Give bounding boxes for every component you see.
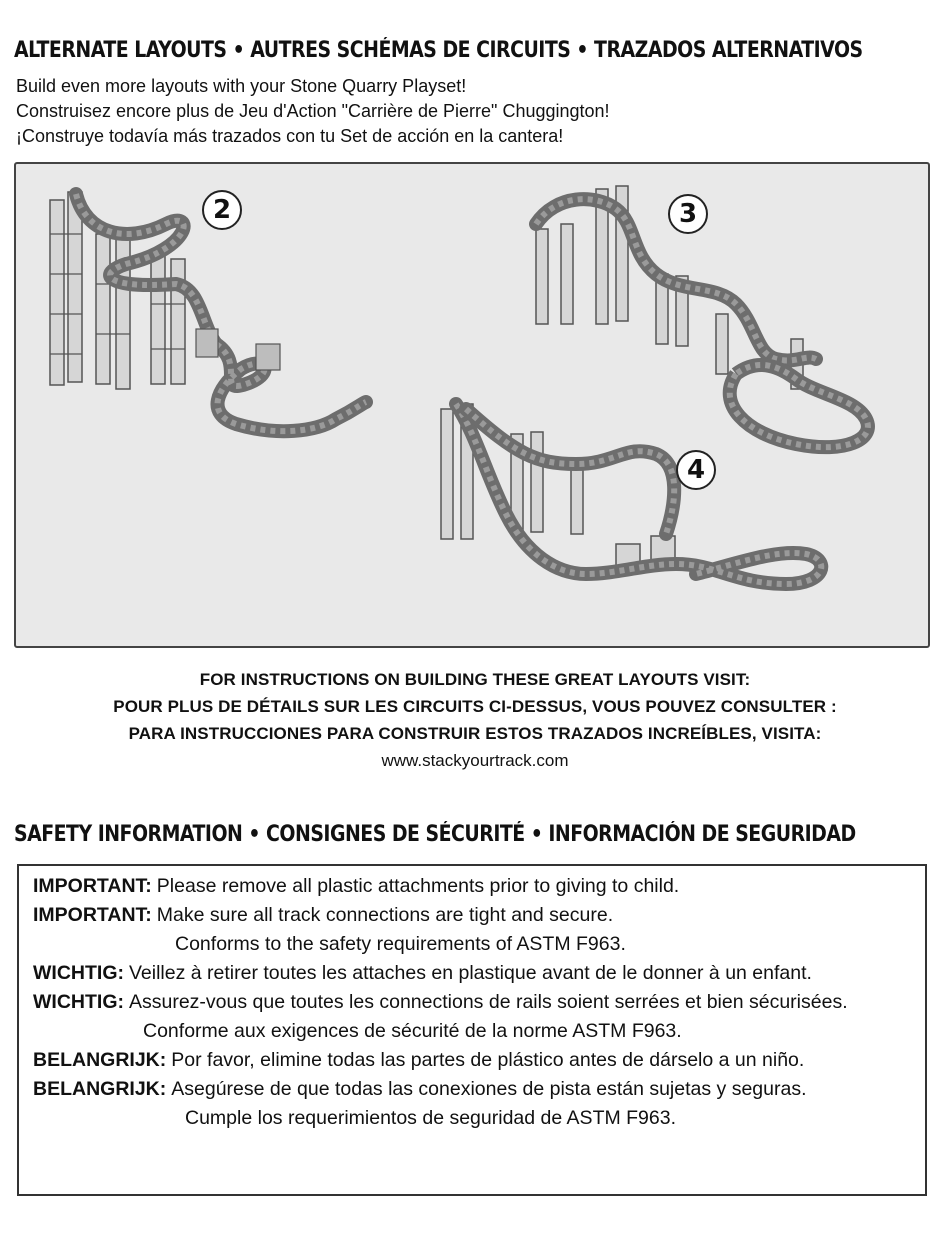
safety-information-box <box>17 864 927 1196</box>
intro-line-en: Build even more layouts with your Stone Quarry Playset! <box>16 76 467 96</box>
safety-row <box>33 872 911 901</box>
safety-label: WICHTIG: <box>33 991 124 1013</box>
layout-2-number: 2 <box>202 190 242 230</box>
layout-2-drawing <box>50 192 366 431</box>
safety-conformance-es: Cumple los requerimientos de seguridad de ASTM F963. <box>185 1107 677 1129</box>
visit-line-es: PARA INSTRUCCIONES PARA CONSTRUIR ESTOS TRAZADOS INCREÍBLES, VISITA: <box>128 724 822 743</box>
instructions-visit-block <box>0 666 950 775</box>
safety-information-heading: SAFETY INFORMATION • CONSIGNES DE SÉCURITÉ • INFORMACIÓN DE SEGURIDAD <box>14 822 856 847</box>
safety-text: Por favor, elimine todas las partes de plástico antes de dárselo a un niño. <box>171 1049 805 1071</box>
track-layouts-illustration <box>16 164 928 646</box>
intro-line-es: ¡Construye todavía más trazados con tu Set de acción en la cantera! <box>16 126 564 146</box>
alternate-layouts-heading: ALTERNATE LAYOUTS • AUTRES SCHÉMAS DE CIRCUITS • TRAZADOS ALTERNATIVOS <box>14 38 863 63</box>
safety-row <box>33 1075 911 1104</box>
safety-label: WICHTIG: <box>33 962 124 984</box>
safety-label: IMPORTANT: <box>33 904 152 926</box>
safety-text: Asegúrese de que todas las conexiones de pista están sujetas y seguras. <box>171 1078 807 1100</box>
layout-3-number: 3 <box>668 194 708 234</box>
visit-line-en: FOR INSTRUCTIONS ON BUILDING THESE GREAT LAYOUTS VISIT: <box>199 670 751 689</box>
visit-line-fr: POUR PLUS DE DÉTAILS SUR LES CIRCUITS CI-DESSUS, VOUS POUVEZ CONSULTER : <box>113 697 837 716</box>
safety-conformance-en: Conforms to the safety requirements of ASTM F963. <box>175 933 626 955</box>
safety-row <box>33 959 911 988</box>
safety-text: Veillez à retirer toutes les attaches en plastique avant de le donner à un enfant. <box>128 962 812 984</box>
safety-label: BELANGRIJK: <box>33 1049 167 1071</box>
safety-text: Make sure all track connections are tight and secure. <box>156 904 614 926</box>
safety-row <box>33 901 911 930</box>
layout-illustrations-panel <box>14 162 930 648</box>
intro-line-fr: Construisez encore plus de Jeu d'Action "Carrière de Pierre" Chuggington! <box>16 101 610 121</box>
intro-text <box>16 74 610 149</box>
layout-4-number: 4 <box>676 450 716 490</box>
safety-row <box>33 1046 911 1075</box>
safety-label: IMPORTANT: <box>33 875 152 897</box>
safety-conformance-fr: Conforme aux exigences de sécurité de la norme ASTM F963. <box>143 1020 682 1042</box>
safety-text: Please remove all plastic attachments prior to giving to child. <box>156 875 680 897</box>
safety-text: Assurez-vous que toutes les connections de rails soient serrées et bien sécurisées. <box>128 991 848 1013</box>
safety-row <box>33 988 911 1017</box>
website-url: www.stackyourtrack.com <box>381 751 569 770</box>
safety-label: BELANGRIJK: <box>33 1078 167 1100</box>
